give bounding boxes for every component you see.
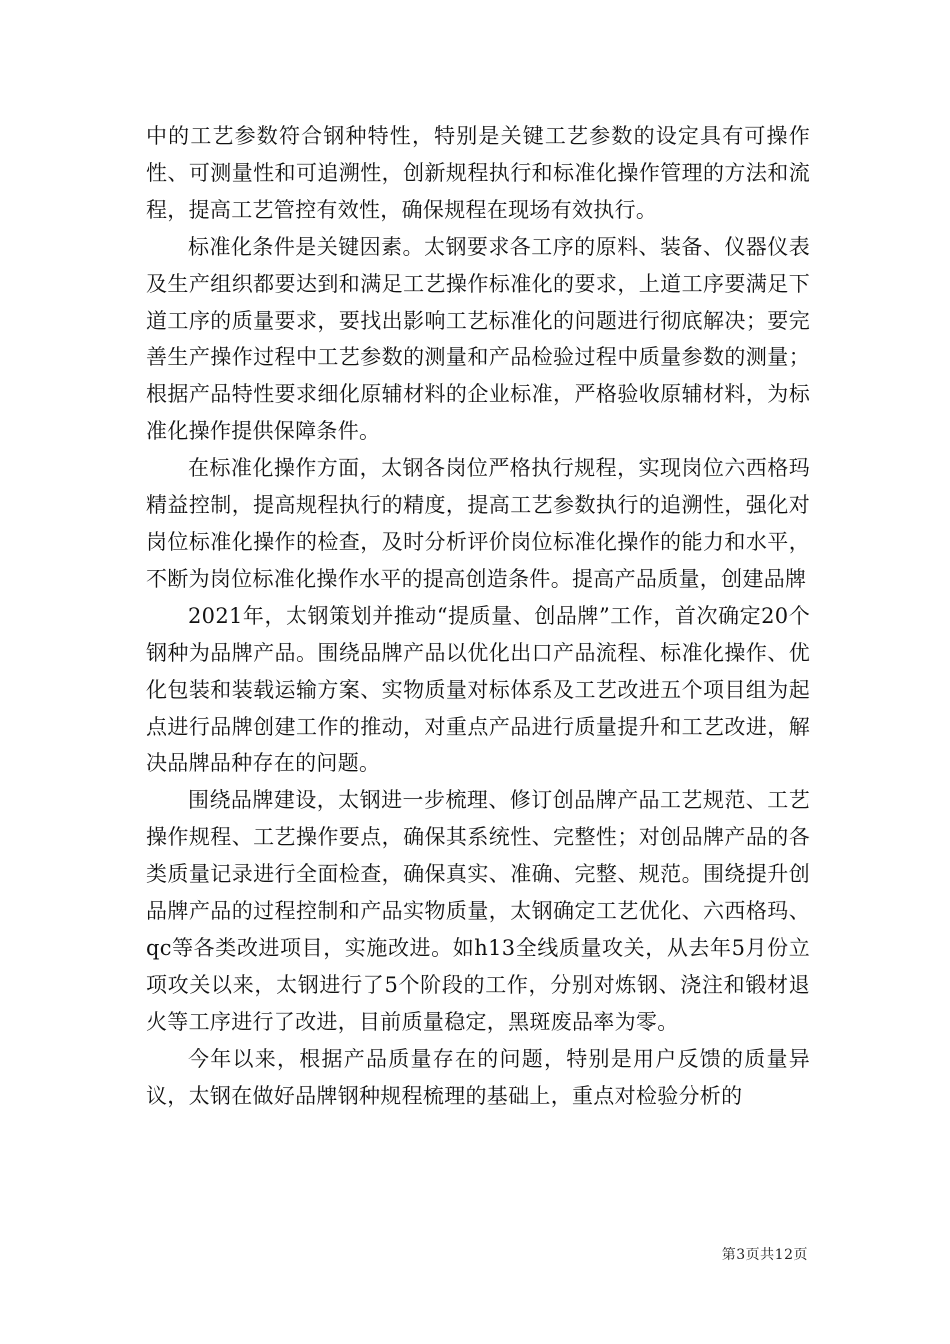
paragraph-standard-operations: 在标准化操作方面，太钢各岗位严格执行规程，实现岗位六西格玛精益控制，提高规程执行的精度，提高工艺参数执行的追溯性，强化对岗位标准化操作的检查，及时分析评价岗位标准化操作的能力和水平，不断为岗位标准化操作水平的提高创造条件。提高产品质量，创建品牌 <box>146 456 810 591</box>
paragraph-continuation: 中的工艺参数符合钢种特性，特别是关键工艺参数的设定具有可操作性、可测量性和可追溯性，创新规程执行和标准化操作管理的方法和流程，提高工艺管控有效性，确保规程在现场有效执行。 <box>146 124 810 222</box>
body-text <box>146 118 810 1114</box>
paragraph-brand-building: 围绕品牌建设，太钢进一步梳理、修订创品牌产品工艺规范、工艺操作规程、工艺操作要点，确保其系统性、完整性；对创品牌产品的各类质量记录进行全面检查，确保真实、准确、完整、规范。围绕提升创品牌产品的过程控制和产品实物质量，太钢确定工艺优化、六西格玛、qc等各类改进项目，实施改进。如h13全线质量攻关，从去年5月份立项攻关以来，太钢进行了5个阶段的工作，分别对炼钢、浇注和锻材退火等工序进行了改进，目前质量稳定，黑斑废品率为零。 <box>146 788 810 1034</box>
paragraph-brand-2021: 2021年，太钢策划并推动“提质量、创品牌”工作，首次确定20个钢种为品牌产品。围绕品牌产品以优化出口产品流程、标准化操作、优化包装和装载运输方案、实物质量对标体系及工艺改进五个项目组为起点进行品牌创建工作的推动，对重点产品进行质量提升和工艺改进，解决品牌品种存在的问题。 <box>146 603 810 776</box>
paragraph-this-year: 今年以来，根据产品质量存在的问题，特别是用户反馈的质量异议，太钢在做好品牌钢种规程梳理的基础上，重点对检验分析的 <box>146 1046 810 1108</box>
paragraph-standard-conditions: 标准化条件是关键因素。太钢要求各工序的原料、装备、仪器仪表及生产组织都要达到和满足工艺操作标准化的要求，上道工序要满足下道工序的质量要求，要找出影响工艺标准化的问题进行彻底解决；要完善生产操作过程中工艺参数的测量和产品检验过程中质量参数的测量；根据产品特性要求细化原辅材料的企业标准，严格验收原辅材料，为标准化操作提供保障条件。 <box>146 234 810 444</box>
page-number-footer: 第3页共12页 <box>721 1247 808 1263</box>
